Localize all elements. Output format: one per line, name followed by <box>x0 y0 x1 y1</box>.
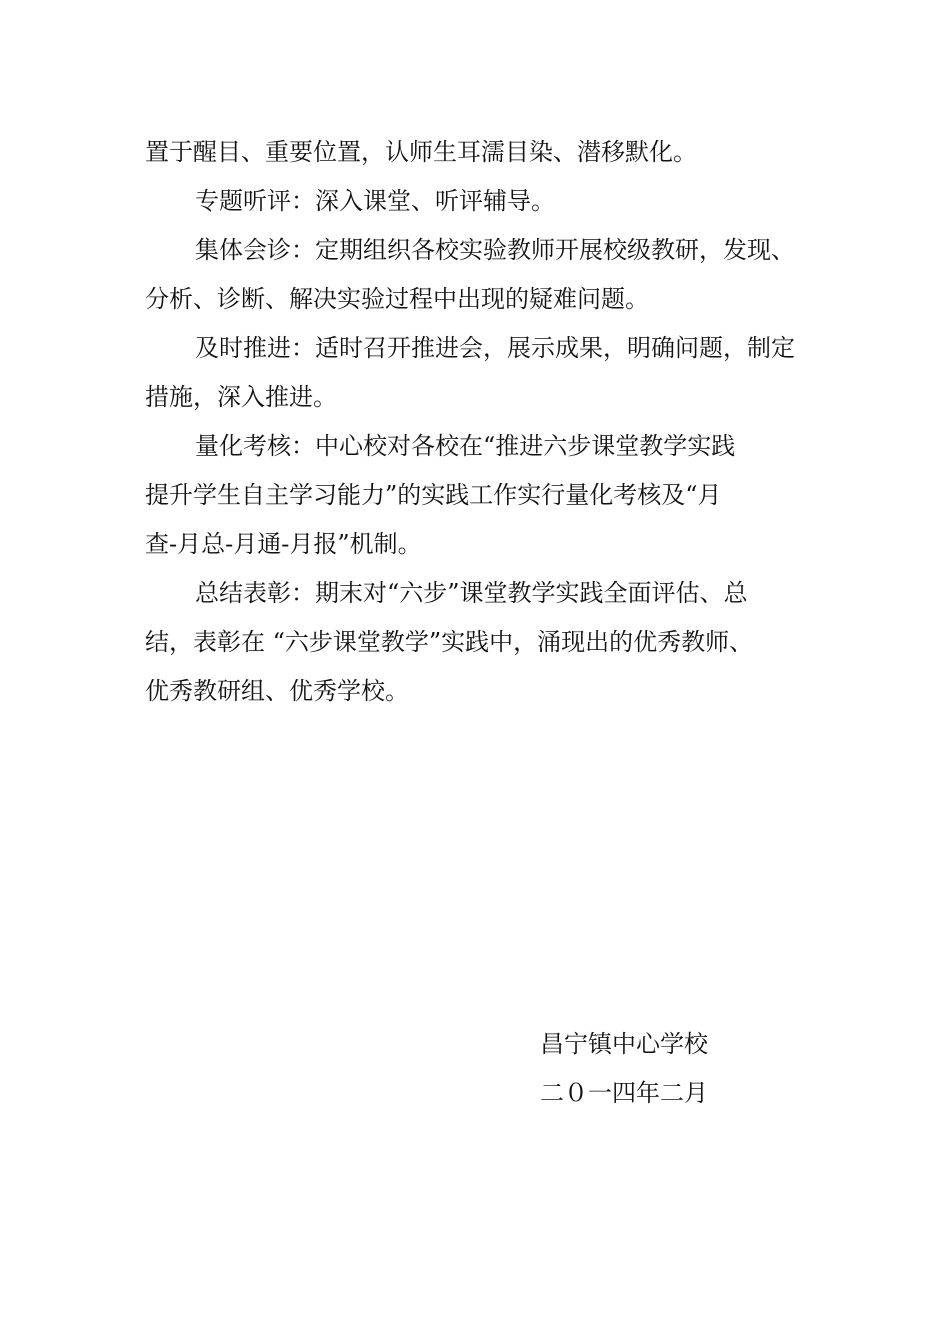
text-line: 提升学生自主学习能力”的实践工作实行量化考核及“月 <box>145 481 722 509</box>
text-line: 结，表彰在 “六步课堂教学”实践中，涌现出的优秀教师、 <box>145 628 754 656</box>
paragraph-timely-promotion <box>145 324 810 422</box>
text-line: 量化考核：中心校对各校在“推进六步课堂教学实践 <box>195 432 736 460</box>
text-line: 集体会诊：定期组织各校实验教师开展校级教研，发现、 <box>195 236 795 264</box>
text-line: 分析、诊断、解决实验过程中出现的疑难问题。 <box>145 285 649 313</box>
paragraph-quantitative-assessment <box>145 422 810 569</box>
text-line: 查-月总-月通-月报”机制。 <box>145 530 422 558</box>
signature-date: 二０一四年二月 <box>540 1079 708 1107</box>
text-line: 及时推进：适时召开推进会，展示成果，明确问题，制定 <box>195 334 795 362</box>
text-line: 总结表彰：期末对“六步”课堂教学实践全面评估、总 <box>195 579 748 607</box>
paragraph-topic-listening <box>145 177 810 226</box>
signature-organization: 昌宁镇中心学校 <box>540 1030 708 1058</box>
text-line: 置于醒目、重要位置，认师生耳濡目染、潜移默化。 <box>145 138 697 166</box>
paragraph-continuation <box>145 128 810 177</box>
paragraph-collective-diagnosis <box>145 226 810 324</box>
signature-block <box>540 1020 708 1118</box>
document-body <box>145 128 810 716</box>
paragraph-summary-commendation <box>145 569 810 716</box>
text-line: 专题听评：深入课堂、听评辅导。 <box>195 187 555 215</box>
text-line: 措施，深入推进。 <box>145 383 337 411</box>
text-line: 优秀教研组、优秀学校。 <box>145 677 409 705</box>
